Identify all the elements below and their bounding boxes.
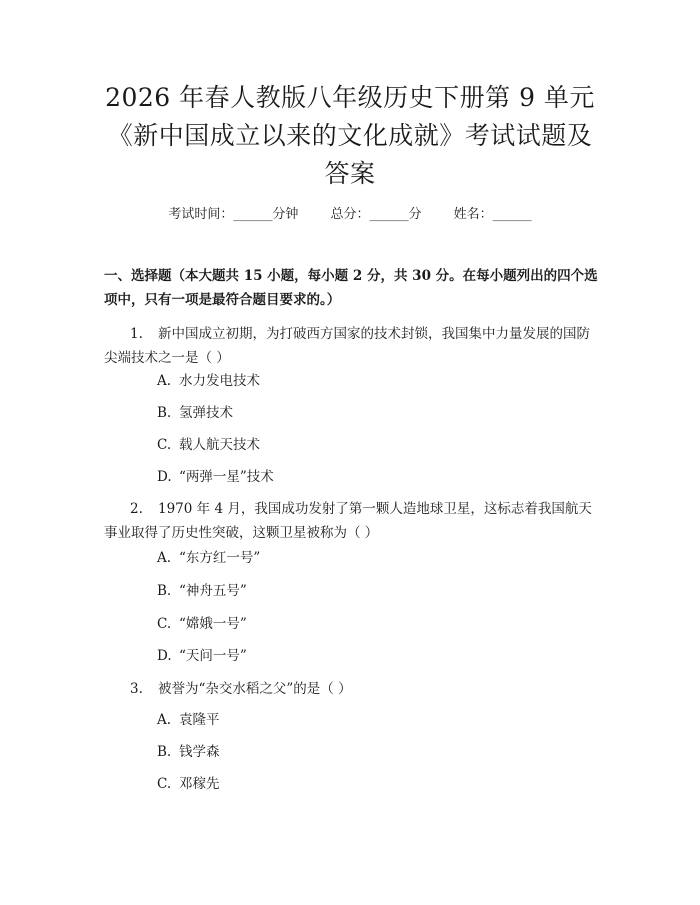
option-text: 氢弹技术	[179, 405, 233, 421]
section-heading-line-1: 一、选择题（本大题共 15 小题，每小题 2 分，共 30 分。在每小题列出的四个选	[104, 268, 598, 284]
question-number: 1.	[130, 326, 143, 342]
option-letter: A.	[157, 712, 172, 728]
question-2-line-2: 事业取得了历史性突破，这颗卫星被称为（ ）	[104, 525, 379, 541]
option-text: 邓稼先	[179, 776, 220, 792]
question-1-line-2: 尖端技术之一是（ ）	[104, 350, 230, 366]
option-text: “天问一号”	[179, 648, 247, 664]
option-1a	[157, 371, 260, 391]
question-number: 2.	[130, 501, 143, 517]
question-number: 3.	[130, 681, 143, 697]
section-heading-line-2: 项中，只有一项是最符合题目要求的。）	[104, 292, 341, 308]
exam-total-score: 总分：______分	[330, 207, 422, 222]
option-text: 钱学森	[179, 744, 220, 760]
option-letter: B.	[157, 744, 172, 760]
question-text: 被誉为“杂交水稻之父”的是（ ）	[158, 681, 352, 697]
option-text: 袁隆平	[179, 712, 220, 728]
option-letter: D.	[157, 469, 172, 485]
option-text: 载人航天技术	[179, 437, 260, 453]
question-text: 1970 年 4 月，我国成功发射了第一颗人造地球卫星，这标志着我国航天	[158, 501, 592, 517]
option-1b	[157, 403, 233, 423]
document-title-line-2: 《新中国成立以来的文化成就》考试试题及	[107, 121, 593, 150]
question-1-line-1	[104, 322, 604, 346]
option-letter: B.	[157, 583, 172, 599]
question-3-line-1	[104, 677, 604, 701]
option-letter: C.	[157, 776, 172, 792]
question-text: 新中国成立初期，为打破西方国家的技术封锁，我国集中力量发展的国防	[158, 326, 590, 342]
question-2-line-1	[104, 497, 604, 521]
document-title-line-3: 答案	[324, 159, 376, 188]
option-1d	[157, 467, 274, 487]
exam-info	[0, 206, 700, 224]
option-letter: A.	[157, 373, 172, 389]
option-letter: D.	[157, 648, 172, 664]
option-3b	[157, 742, 220, 762]
option-3c	[157, 774, 220, 794]
option-text: “两弹一星”技术	[179, 469, 274, 485]
option-text: “东方红一号”	[179, 550, 261, 566]
option-letter: C.	[157, 616, 172, 632]
option-text: “嫦娥一号”	[179, 616, 247, 632]
option-1c	[157, 435, 260, 455]
option-letter: C.	[157, 437, 172, 453]
option-text: “神舟五号”	[179, 583, 247, 599]
option-letter: B.	[157, 405, 172, 421]
document-title-line-1: 2026 年春人教版八年级历史下册第 9 单元	[105, 83, 595, 112]
exam-time: 考试时间：______分钟	[168, 207, 299, 222]
option-2c	[157, 614, 247, 634]
option-2d	[157, 646, 247, 666]
student-name: 姓名：______	[453, 207, 532, 222]
option-2a	[157, 548, 260, 568]
option-text: 水力发电技术	[179, 373, 260, 389]
option-3a	[157, 710, 220, 730]
option-2b	[157, 581, 247, 601]
option-letter: A.	[157, 550, 172, 566]
